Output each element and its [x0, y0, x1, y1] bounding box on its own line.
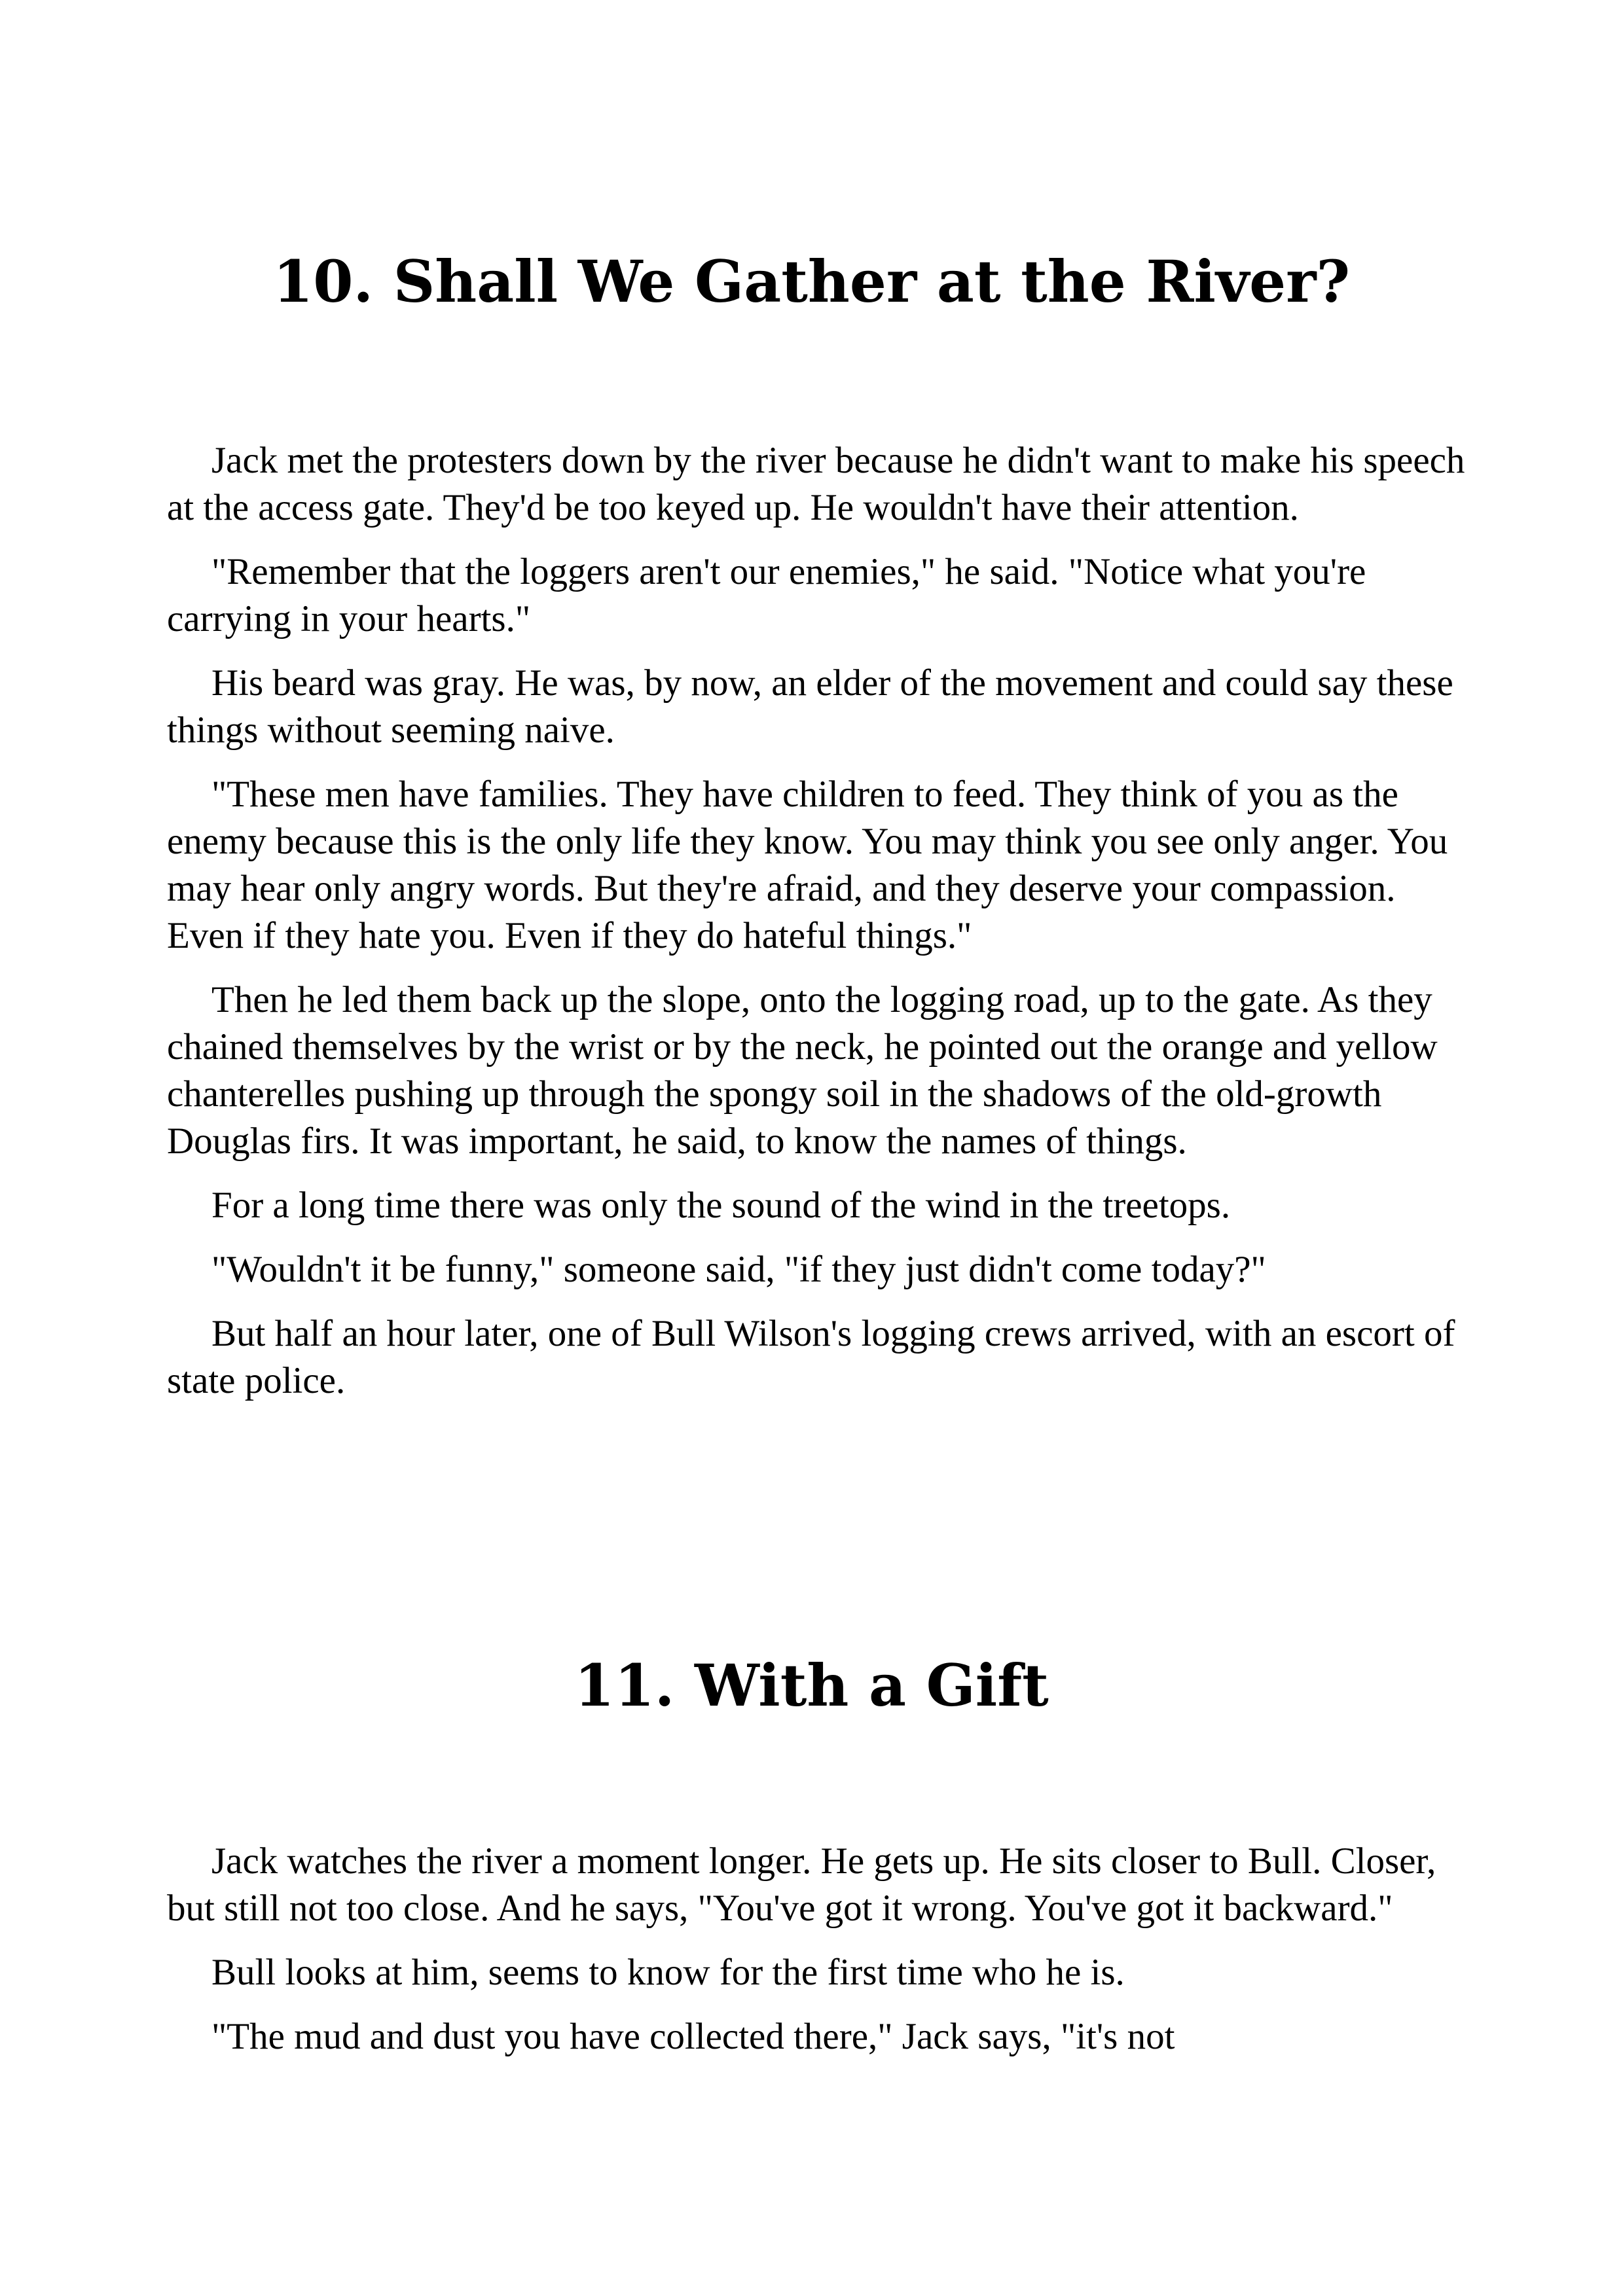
paragraph: Jack met the protesters down by the river because he didn't want to make his speech at the access gate. They'd be too keyed up. He wouldn't have their attention.	[167, 440, 1465, 528]
paragraph: "The mud and dust you have collected there," Jack says, "it's not	[211, 2016, 1175, 2057]
paragraph: "These men have families. They have children to feed. They think of you as the enemy because this is the only life they know. You may think you see only anger. You may hear only angry words. But they're afraid, and they deserve your compassion. Even if they hate you. Even if they do hateful things."	[167, 774, 1448, 956]
paragraph: For a long time there was only the sound of the wind in the treetops.	[211, 1185, 1231, 1226]
paragraph: "Wouldn't it be funny," someone said, "if they just didn't come today?"	[211, 1249, 1266, 1290]
paragraph: Jack watches the river a moment longer. He gets up. He sits closer to Bull. Closer, but still not too close. And he says, "You've got it wrong. You've got it backward."	[167, 1840, 1436, 1929]
chapter-10-body	[167, 437, 1473, 1422]
chapter-title-11: 11. With a Gift	[574, 1651, 1049, 1719]
paragraph: Then he led them back up the slope, onto the logging road, up to the gate. As they chained themselves by the wrist or by the neck, he pointed out the orange and yellow chanterelles pushing up through the spongy soil in the shadows of the old-growth Douglas firs. It was important, he said, to know the names of things.	[167, 979, 1438, 1162]
paragraph: "Remember that the loggers aren't our enemies," he said. "Notice what you're carrying in your hearts."	[167, 551, 1366, 639]
paragraph: Bull looks at him, seems to know for the first time who he is.	[211, 1952, 1125, 1993]
paragraph: But half an hour later, one of Bull Wilson's logging crews arrived, with an escort of state police.	[167, 1313, 1455, 1401]
chapter-11-body	[167, 1838, 1473, 2077]
paragraph: His beard was gray. He was, by now, an elder of the movement and could say these things without seeming naive.	[167, 662, 1453, 751]
chapter-title-10: 10. Shall We Gather at the River?	[272, 247, 1350, 315]
